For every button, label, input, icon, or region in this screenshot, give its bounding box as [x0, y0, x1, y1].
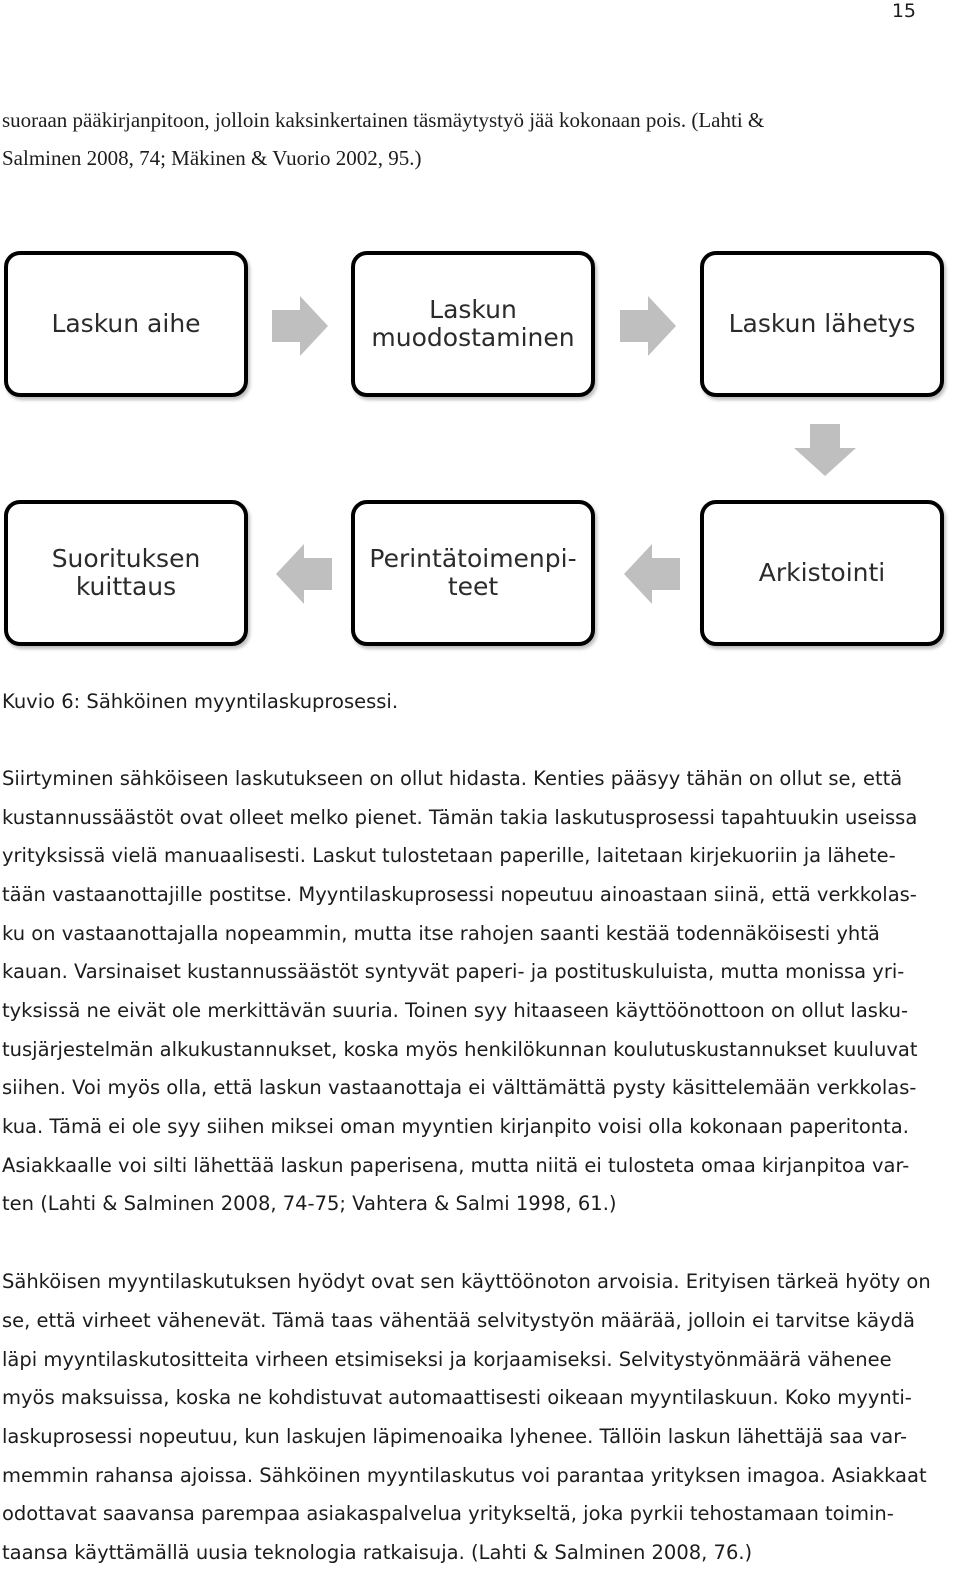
paragraph-line: myös maksuissa, koska ne kohdistuvat automaattisesti oikeaan myyntilaskuun. Koko myynti- [2, 1386, 912, 1409]
box-perintatoimenpiteet [351, 500, 595, 646]
arrow-right-icon [272, 296, 328, 356]
arrow-left-icon [276, 544, 332, 604]
intro-line: suoraan pääkirjanpitoon, jolloin kaksinkertainen täsmäytystyö jää kokonaan pois. (Lahti & [2, 108, 765, 132]
box-arkistointi [700, 500, 944, 646]
paragraph-line: siihen. Voi myös olla, että laskun vastaanottaja ei välttämättä pysty käsittelemään verkkolas- [2, 1076, 917, 1099]
box-suorituksen-kuittaus [4, 500, 248, 646]
paragraph-line: läpi myyntilaskutositteita virheen etsimiseksi ja korjaamiseksi. Selvitystyönmäärä vähenee [2, 1348, 892, 1371]
paragraph-line: laskuprosessi nopeutuu, kun laskujen läpimenoaika lyhenee. Tällöin laskun lähettäjä saa var- [2, 1425, 908, 1448]
paragraph-line: kauan. Varsinaiset kustannussäästöt syntyvät paperi- ja postituskuluista, mutta monissa yri- [2, 960, 905, 983]
box-label: kuittaus [75, 572, 177, 601]
paragraph-line: memmin rahansa ajoissa. Sähköinen myyntilaskutus voi parantaa yrityksen imagoa. Asiakkaat [2, 1464, 927, 1487]
box-label: teet [447, 572, 499, 601]
paragraph-line: tyksissä ne eivät ole merkittävän suuria. Toinen syy hitaaseen käyttöönottoon on ollut lasku- [2, 999, 909, 1022]
arrow-down-icon [794, 424, 856, 476]
paragraph-line: taansa käyttämällä uusia teknologia ratkaisuja. (Lahti & Salminen 2008, 76.) [2, 1541, 753, 1564]
paragraph-line: ku on vastaanottajalla nopeammin, mutta itse rahojen saanti kestää todennäköisesti yhtä [2, 922, 880, 945]
box-label: Laskun lähetys [728, 309, 916, 338]
paragraph-line: Siirtyminen sähköiseen laskutukseen on ollut hidasta. Kenties pääsyy tähän on ollut se, että [2, 767, 903, 790]
paragraph-line: Sähköisen myyntilaskutuksen hyödyt ovat sen käyttöönoton arvoisia. Erityisen tärkeä hyöty on [2, 1270, 931, 1293]
paragraph-line: ten (Lahti & Salminen 2008, 74-75; Vahtera & Salmi 1998, 61.) [2, 1192, 617, 1215]
box-label: Laskun aihe [51, 309, 201, 338]
figure-caption: Kuvio 6: Sähköinen myyntilaskuprosessi. [2, 690, 399, 713]
paragraph-line: Asiakkaalle voi silti lähettää laskun paperisena, mutta niitä ei tulosteta omaa kirjanpitoa var- [2, 1154, 910, 1177]
arrow-right-icon [620, 296, 676, 356]
box-label: Arkistointi [758, 558, 886, 587]
box-label: muodostaminen [371, 323, 575, 352]
paragraph-line: tään vastaanottajille postitse. Myyntilaskuprosessi nopeutuu ainoastaan siinä, että verkkolas- [2, 883, 917, 906]
box-laskun-aihe [4, 251, 248, 397]
paragraph-line: kua. Tämä ei ole syy siihen miksei oman myyntien kirjanpito voisi olla kokonaan paperitonta. [2, 1115, 909, 1138]
box-laskun-muodostaminen [351, 251, 595, 397]
box-label: Suorituksen [51, 544, 201, 573]
paragraph-line: yrityksissä vielä manuaalisesti. Laskut tulostetaan paperille, laitetaan kirjekuoriin ja lähete- [2, 844, 896, 867]
intro-line: Salminen 2008, 74; Mäkinen & Vuorio 2002, 95.) [2, 146, 422, 170]
box-label: Perintätoimenpi- [369, 544, 577, 573]
paragraph-line: odottavat saavansa parempaa asiakaspalvelua yritykseltä, joka pyrkii tehostamaan toimin- [2, 1502, 894, 1525]
paragraph-line: kustannussäästöt ovat olleet melko pienet. Tämän takia laskutusprosessi tapahtuukin useissa [2, 806, 918, 829]
page-number: 15 [891, 0, 916, 22]
paragraph-line: tusjärjestelmän alkukustannukset, koska myös henkilökunnan koulutuskustannukset kuuluvat [2, 1038, 918, 1061]
box-label: Laskun [429, 295, 517, 324]
paragraph-line: se, että virheet vähenevät. Tämä taas vähentää selvitystyön määrää, jolloin ei tarvitse käydä [2, 1309, 915, 1332]
arrow-left-icon [624, 544, 680, 604]
box-laskun-lahetys [700, 251, 944, 397]
